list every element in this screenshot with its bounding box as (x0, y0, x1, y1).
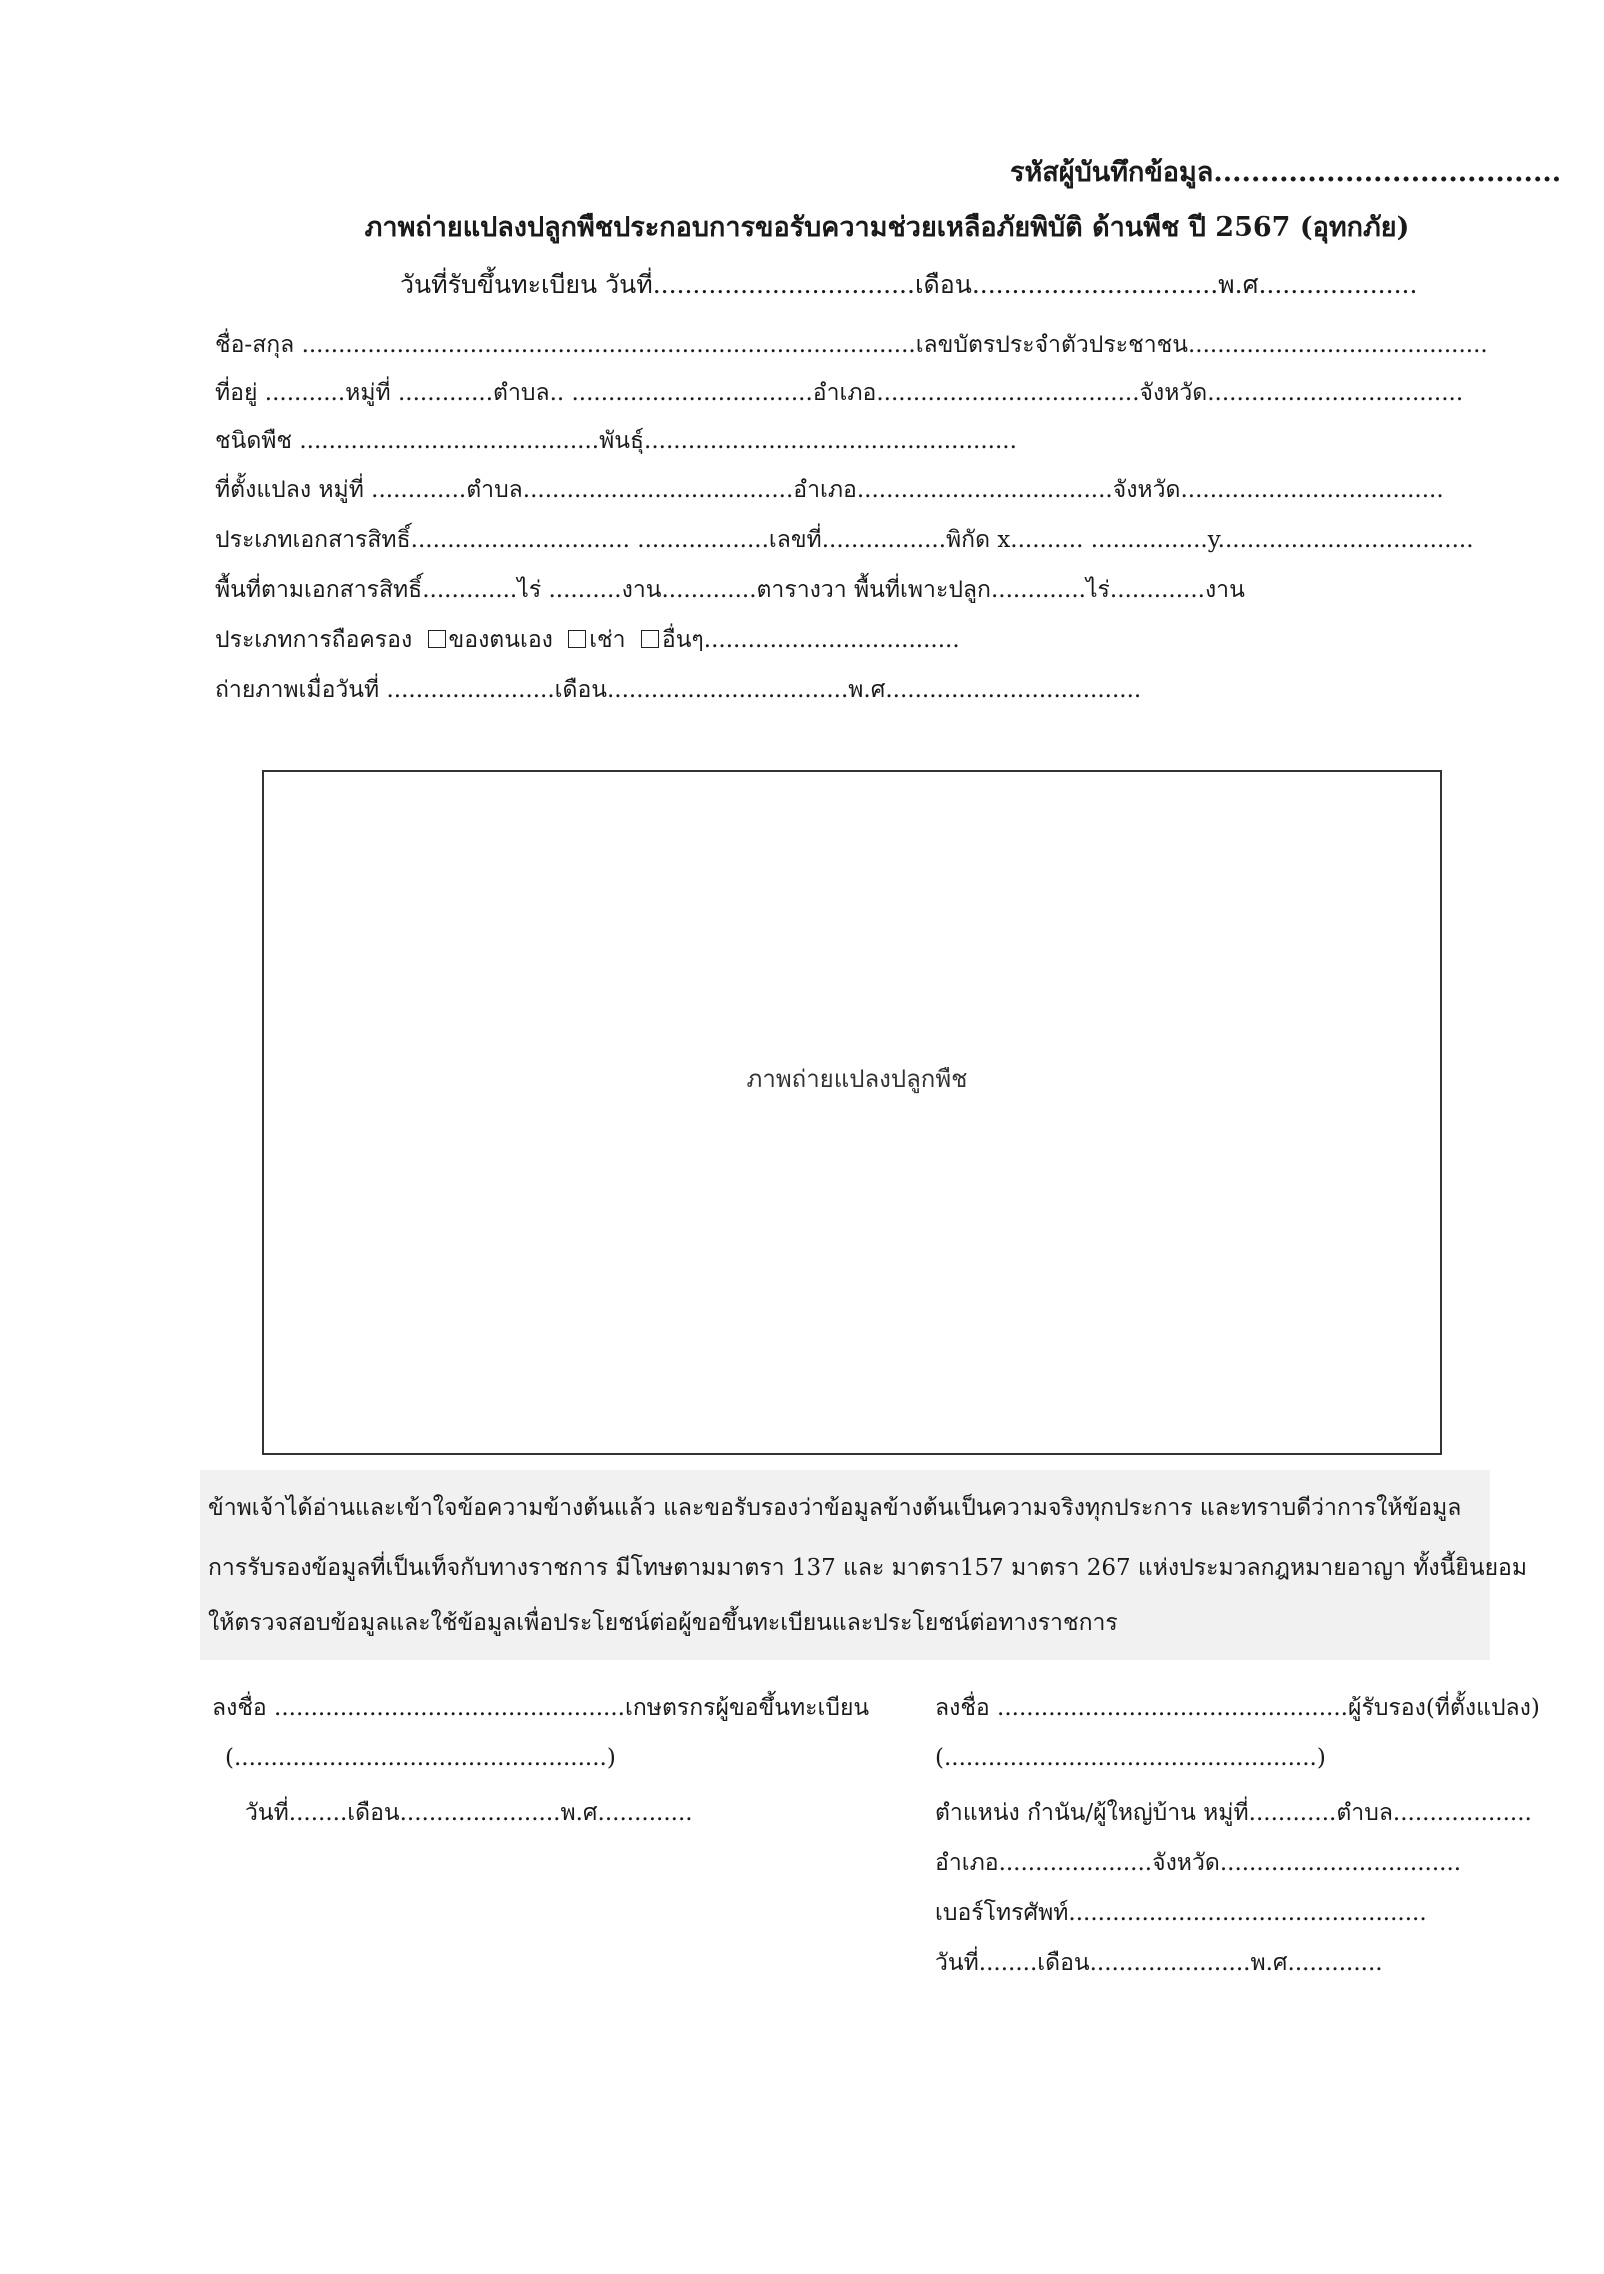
name-id-field[interactable]: ชื่อ-สกุล ....................................................................................เลขบัตรประจำตัวประชาชน......................................... (215, 332, 1488, 358)
address-field[interactable]: ที่อยู่ ...........หมู่ที่ .............ตำบล.. .................................อำเภอ....................................จังหวัด................................... (215, 380, 1464, 406)
tenure-own-checkbox[interactable] (428, 630, 446, 648)
tenure-rent-checkbox[interactable] (568, 630, 586, 648)
tenure-other-checkbox[interactable] (641, 630, 659, 648)
tenure-other-label[interactable]: อื่นๆ................................... (661, 627, 960, 653)
photo-label: ภาพถ่ายแปลงปลูกพืช (746, 1065, 968, 1093)
area-field[interactable]: พื้นที่ตามเอกสารสิทธิ์.............ไร่ ..........งาน.............ตารางวา พื้นที่เพาะปลูก.............ไร่.............งาน (215, 577, 1245, 603)
tenure-label: ประเภทการถือครอง (215, 627, 413, 653)
certifier-position-field[interactable]: ตำแหน่ง กำนัน/ผู้ใหญ่บ้าน หมู่ที่............ตำบล................... (935, 1800, 1532, 1826)
form-title: ภาพถ่ายแปลงปลูกพืชประกอบการขอรับความช่วยเหลือภัยพิบัติ ด้านพืช ปี 2567 (อุทกภัย) (364, 212, 1410, 243)
declaration-line-1: ข้าพเจ้าได้อ่านและเข้าใจข้อความข้างต้นแล้ว และขอรับรองว่าข้อมูลข้างต้นเป็นความจริงทุกประการ และทราบดีว่าการให้ข้อมูล (208, 1495, 1462, 1521)
crop-field[interactable]: ชนิดพืช .........................................พันธุ์................................................... (215, 428, 1017, 454)
certifier-phone-field[interactable]: เบอร์โทรศัพท์................................................. (935, 1900, 1427, 1926)
certifier-date-field[interactable]: วันที่........เดือน......................พ.ศ............. (935, 1950, 1383, 1976)
recorder-code-field[interactable]: รหัสผู้บันทึกข้อมูล..................................... (1010, 157, 1562, 188)
certifier-signature-field[interactable]: ลงชื่อ ................................................ผู้รับรอง(ที่ตั้งแปลง) (935, 1695, 1540, 1721)
photo-box[interactable] (262, 770, 1442, 1455)
tenure-row (215, 622, 960, 658)
farmer-signature-field[interactable]: ลงชื่อ ................................................เกษตรกรผู้ขอขึ้นทะเบียน (212, 1695, 870, 1721)
farmer-date-field[interactable]: วันที่........เดือน......................พ.ศ............. (245, 1800, 693, 1826)
declaration-line-3: ให้ตรวจสอบข้อมูลและใช้ข้อมูลเพื่อประโยชน์ต่อผู้ขอขึ้นทะเบียนและประโยชน์ต่อทางราชการ (208, 1610, 1118, 1636)
declaration-line-2: การรับรองข้อมูลที่เป็นเท็จกับทางราชการ มีโทษตามมาตรา 137 และ มาตรา157 มาตรา 267 แห่งประมวลกฎหมายอาญา ทั้งนี้ยินยอม (208, 1555, 1528, 1581)
farmer-name-field[interactable]: (...................................................) (225, 1745, 616, 1771)
tenure-own-label: ของตนเอง (448, 627, 553, 653)
document-type-field[interactable]: ประเภทเอกสารสิทธิ์.............................. ..................เลขที่.................พิกัด x.......... ................y................................... (215, 527, 1474, 553)
tenure-rent-label: เช่า (589, 627, 626, 653)
plot-location-field[interactable]: ที่ตั้งแปลง หมู่ที่ .............ตำบล.....................................อำเภอ...................................จังหวัด.................................... (215, 477, 1444, 503)
registration-date-field[interactable]: วันที่รับขึ้นทะเบียน วันที่.................................เดือน...............................พ.ศ.................... (400, 270, 1418, 299)
certifier-name-field[interactable]: (...................................................) (935, 1745, 1326, 1771)
photo-date-field[interactable]: ถ่ายภาพเมื่อวันที่ .......................เดือน.................................พ.ศ................................... (215, 677, 1142, 703)
certifier-district-field[interactable]: อำเภอ.....................จังหวัด................................. (935, 1850, 1462, 1876)
